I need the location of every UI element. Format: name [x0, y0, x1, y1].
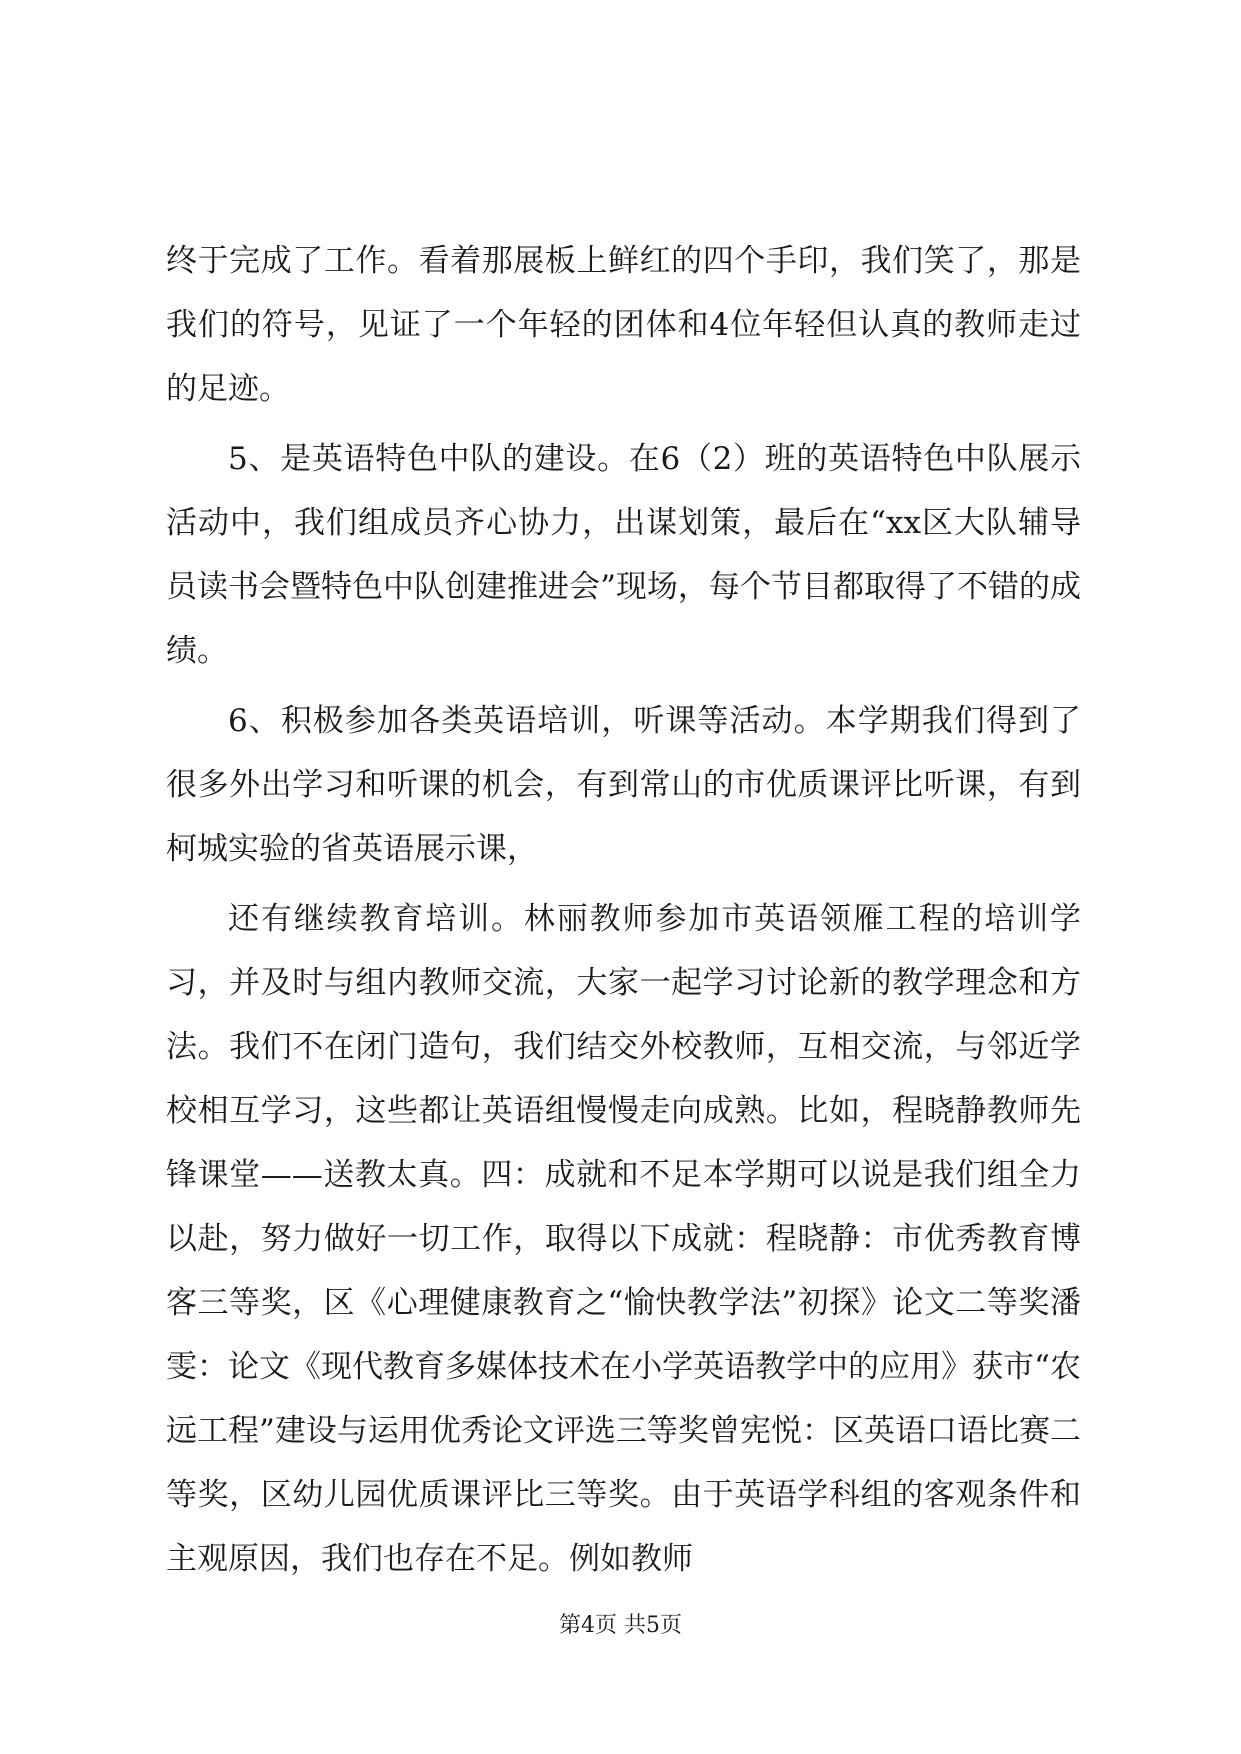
page-number-footer: 第4页 共5页: [559, 1613, 682, 1638]
paragraph-1: 终于完成了工作。看着那展板上鲜红的四个手印，我们笑了，那是我们的符号，见证了一个年轻的团体和4位年轻但认真的教师走过的足迹。: [166, 243, 1081, 407]
paragraph-2: 5、是英语特色中队的建设。在6（2）班的英语特色中队展示活动中，我们组成员齐心协力，出谋划策，最后在“xx区大队辅导员读书会暨特色中队创建推进会”现场，每个节目都取得了不错的成绩。: [166, 441, 1081, 669]
body-text: [166, 229, 1081, 1597]
paragraph-4: 还有继续教育培训。林丽教师参加市英语领雁工程的培训学习，并及时与组内教师交流，大家一起学习讨论新的教学理念和方法。我们不在闭门造句，我们结交外校教师，互相交流，与邻近学校相互学习，这些都让英语组慢慢走向成熟。比如，程晓静教师先锋课堂——送教太真。四：成就和不足本学期可以说是我们组全力以赴，努力做好一切工作，取得以下成就：程晓静：市优秀教育博客三等奖，区《心理健康教育之“愉快教学法”初探》论文二等奖潘雯：论文《现代教育多媒体技术在小学英语教学中的应用》获市“农远工程”建设与运用优秀论文评选三等奖曾宪悦：区英语口语比赛二等奖，区幼儿园优质课评比三等奖。由于英语学科组的客观条件和主观原因，我们也存在不足。例如教师: [166, 901, 1081, 1577]
paragraph-3: 6、积极参加各类英语培训，听课等活动。本学期我们得到了很多外出学习和听课的机会，有到常山的市优质课评比听课，有到柯城实验的省英语展示课，: [166, 703, 1081, 867]
